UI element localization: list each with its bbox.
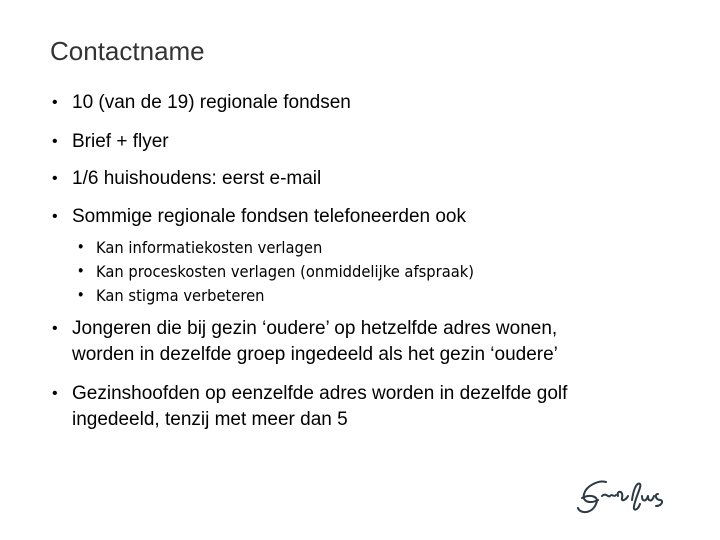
sub-bullet-text: Kan proceskosten verlagen (onmiddelijke afspraak) (96, 262, 475, 281)
bullet-text: Sommige regionale fondsen telefoneerden ook (72, 206, 466, 227)
slide-title: Contactname (50, 36, 205, 66)
bullet-dot: • (52, 385, 58, 402)
bullet-text-line-2: worden in dezelfde groep ingedeeld als het gezin ‘oudere’ (72, 344, 558, 365)
bullet-item (52, 129, 672, 155)
bullet-dot: • (52, 170, 58, 187)
bullet-text-line-2: ingedeeld, tenzij met meer dan 5 (72, 409, 348, 430)
bullet-text-line-1: Gezinshoofden op eenzelfde adres worden in dezelfde golf (72, 383, 568, 404)
bullet-item (52, 166, 672, 192)
bullet-text: Brief + flyer (72, 131, 169, 152)
bullet-text: 1/6 huishoudens: eerst e-mail (72, 168, 322, 189)
sub-bullet-item (76, 236, 574, 260)
bullet-text: 10 (van de 19) regionale fondsen (72, 92, 351, 113)
sub-bullet-text: Kan stigma verbeteren (96, 286, 265, 305)
sub-bullet-item (76, 260, 574, 284)
bullet-dot: • (52, 208, 58, 225)
bullet-item (52, 204, 672, 230)
sub-bullet-dot: • (76, 238, 85, 256)
bullet-item (52, 316, 672, 368)
sub-bullet-dot: • (76, 262, 85, 280)
sub-bullet-text: Kan informatiekosten verlagen (96, 238, 323, 257)
bullet-item (52, 381, 672, 433)
bullet-item (52, 90, 672, 116)
sub-bullet-item (76, 284, 574, 308)
bullet-dot: • (52, 94, 58, 111)
bullet-dot: • (52, 133, 58, 150)
sub-bullet-dot: • (76, 286, 85, 304)
bullet-text-line-1: Jongeren die bij gezin ‘oudere’ op hetzelfde adres wonen, (72, 318, 558, 339)
bullet-dot: • (52, 320, 58, 337)
university-logo-icon (576, 476, 686, 520)
